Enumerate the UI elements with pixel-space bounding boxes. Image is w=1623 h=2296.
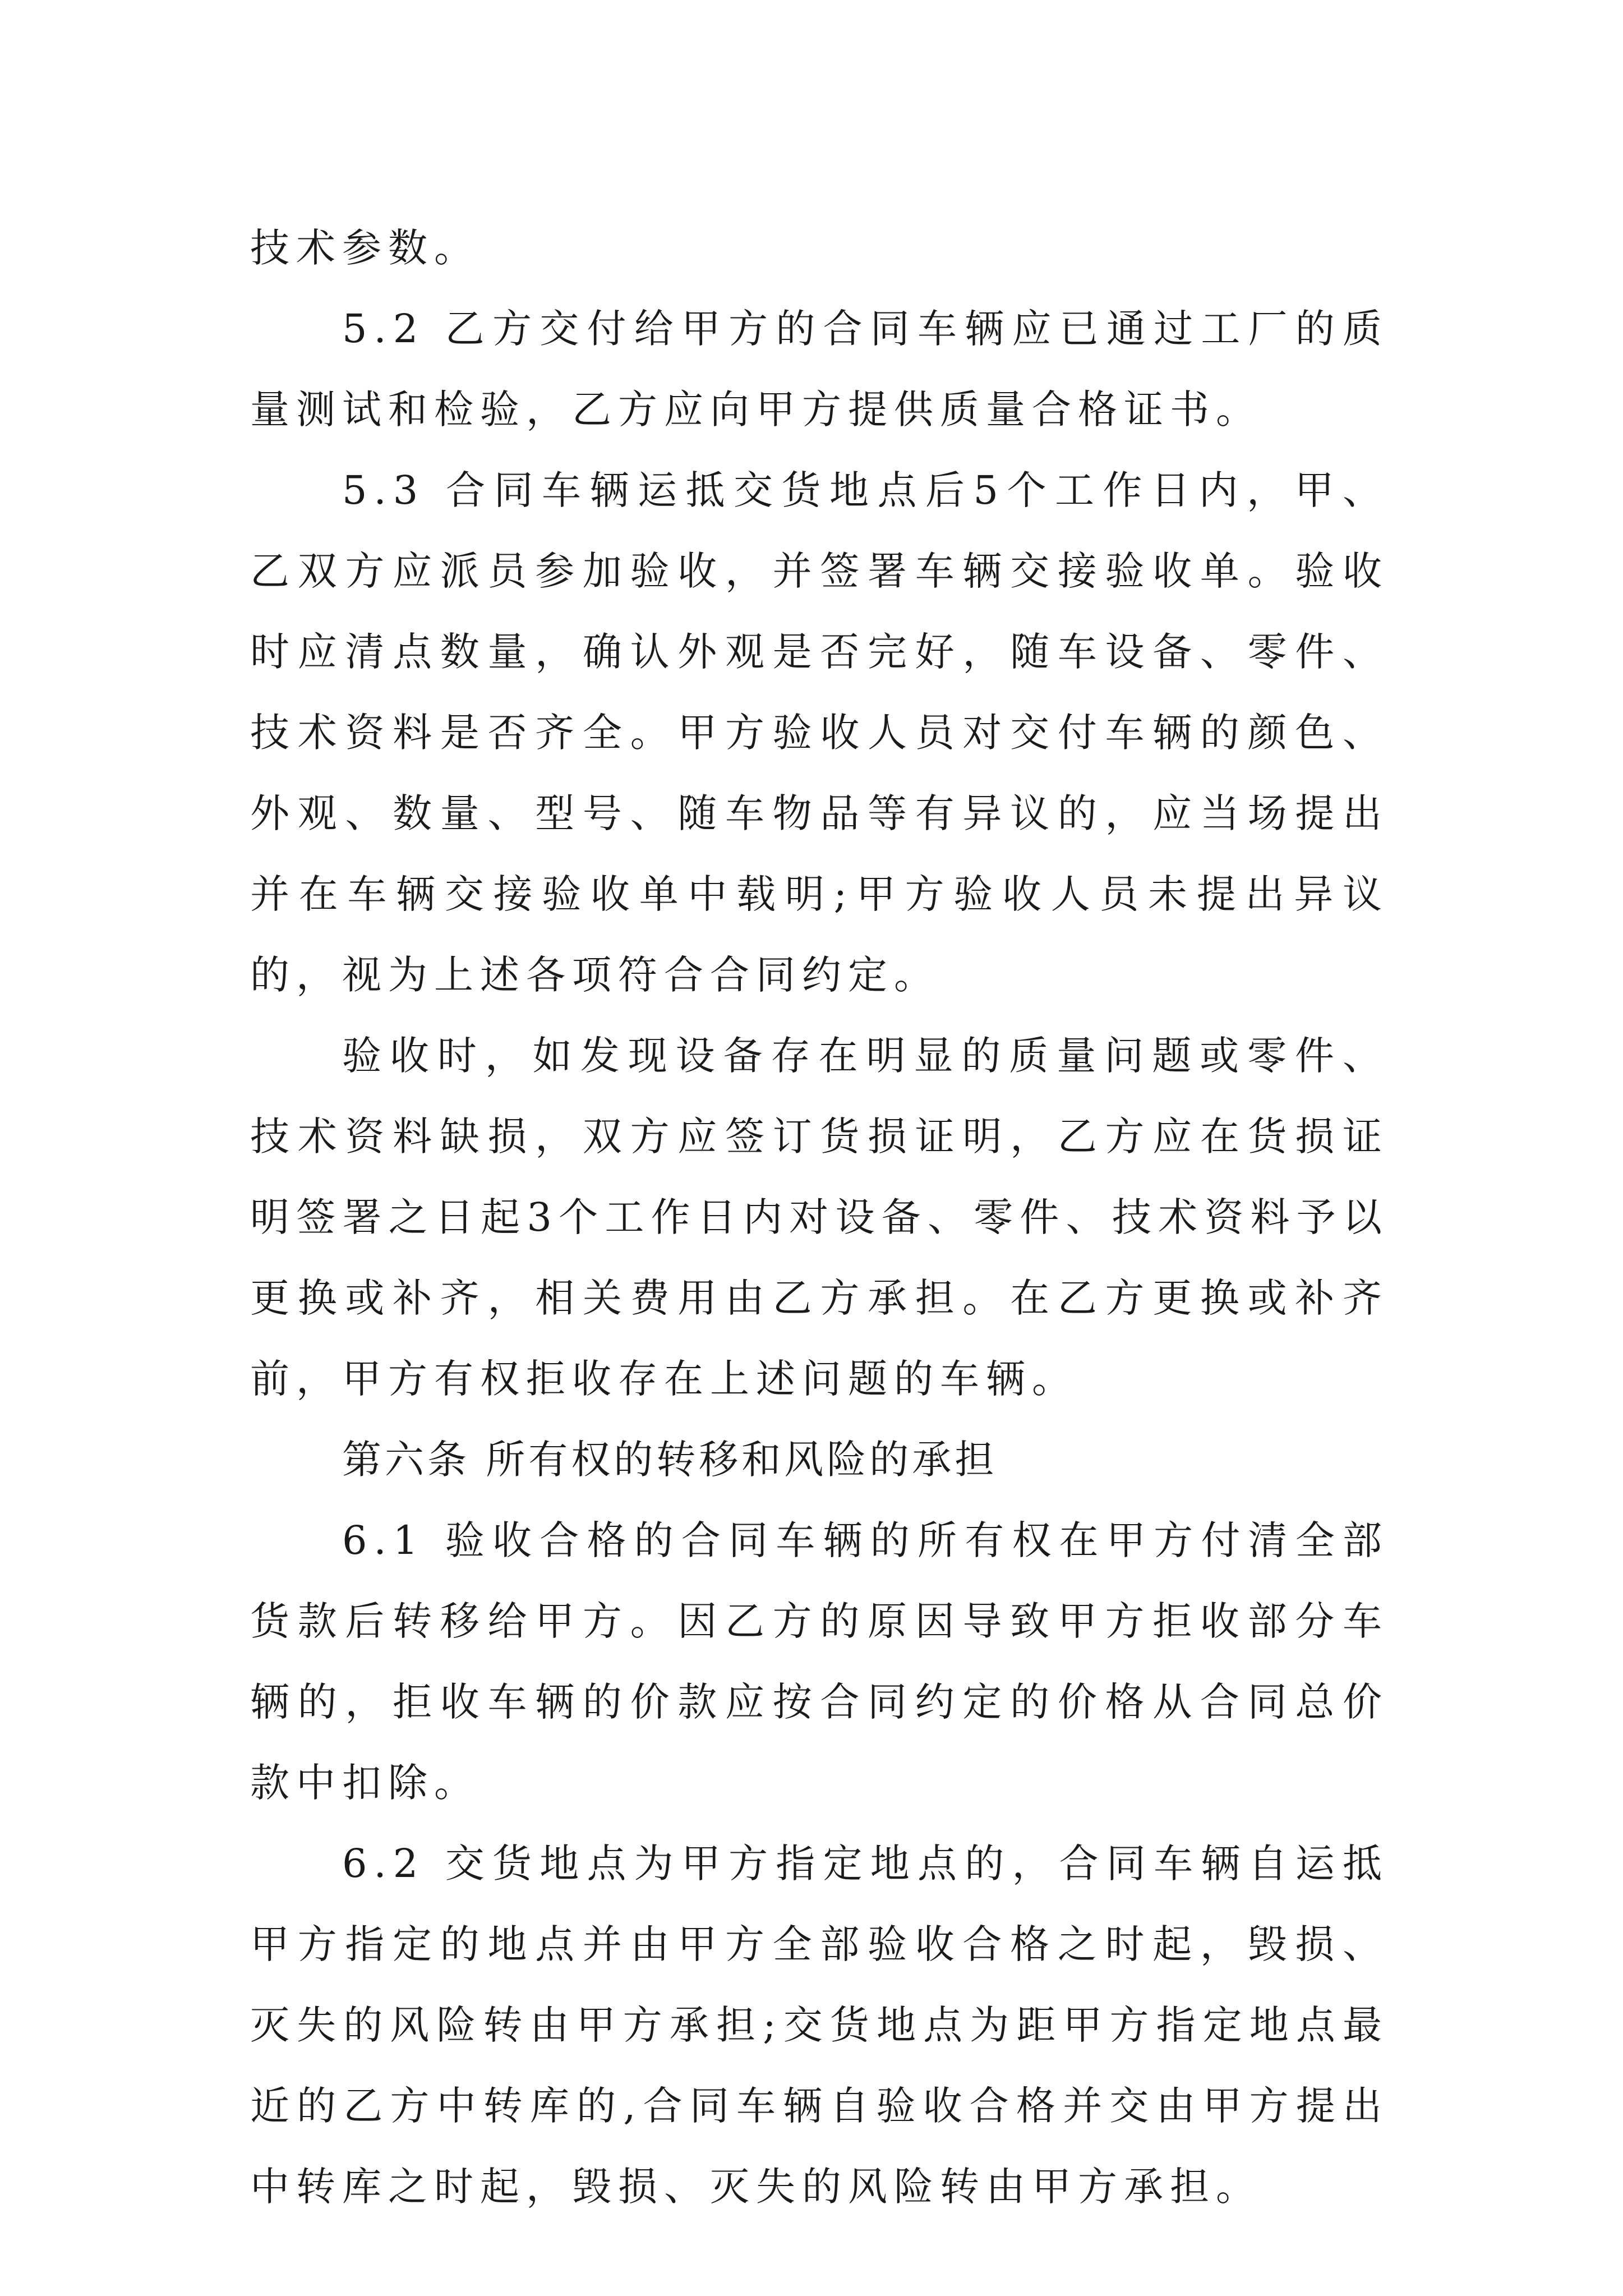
paragraph-clause-5-2: 5.2 乙方交付给甲方的合同车辆应已通过工厂的质量测试和检验，乙方应向甲方提供质量合格证书。 [250,306,1389,432]
paragraph-inspection-defects: 验收时，如发现设备存在明显的质量问题或零件、技术资料缺损，双方应签订货损证明，乙方应在货损证明签署之日起3个工作日内对设备、零件、技术资料予以更换或补齐，相关费用由乙方承担。在乙方更换或补齐前，甲方有权拒收存在上述问题的车辆。 [250,1033,1389,1402]
document-body [250,208,1389,2227]
paragraph-clause-5-3: 5.3 合同车辆运抵交货地点后5个工作日内，甲、乙双方应派员参加验收，并签署车辆交接验收单。验收时应清点数量，确认外观是否完好，随车设备、零件、技术资料是否齐全。甲方验收人员对交付车辆的颜色、外观、数量、型号、随车物品等有异议的，应当场提出并在车辆交接验收单中载明;甲方验收人员未提出异议的，视为上述各项符合合同约定。 [250,467,1389,998]
paragraph-clause-6-2: 6.2 交货地点为甲方指定地点的，合同车辆自运抵甲方指定的地点并由甲方全部验收合格之时起，毁损、灭失的风险转由甲方承担;交货地点为距甲方指定地点最近的乙方中转库的,合同车辆自验收合格并交由甲方提出中转库之时起，毁损、灭失的风险转由甲方承担。 [250,1841,1389,2210]
paragraph-continuation: 技术参数。 [250,225,480,271]
paragraph-clause-6-1: 6.1 验收合格的合同车辆的所有权在甲方付清全部货款后转移给甲方。因乙方的原因导致甲方拒收部分车辆的，拒收车辆的价款应按合同约定的价格从合同总价款中扣除。 [250,1517,1389,1806]
section-heading-article-6: 第六条 所有权的转移和风险的承担 [342,1437,998,1483]
